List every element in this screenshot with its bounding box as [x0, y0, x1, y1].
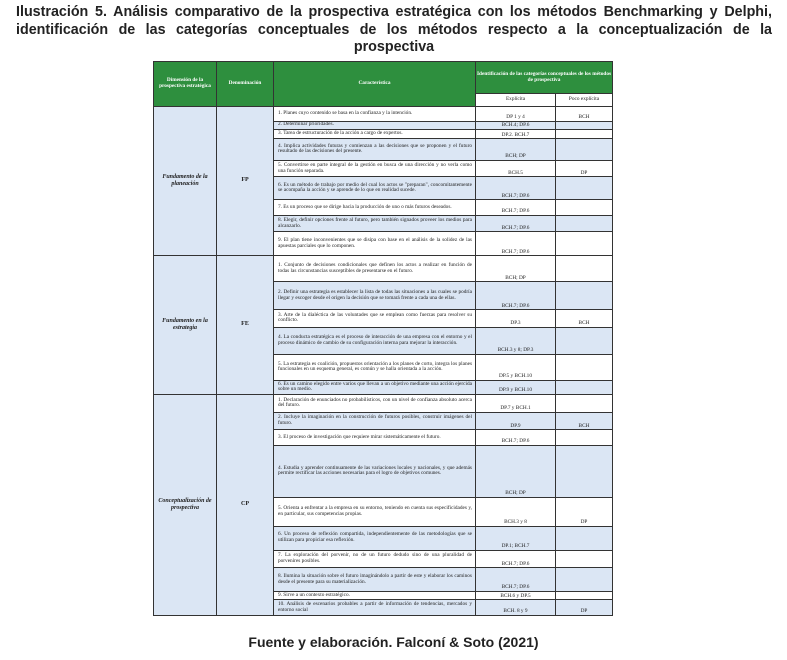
- explicit-cell: DP 1 y 4: [476, 107, 556, 122]
- characteristic-cell: 3. Arte de la dialéctica de las voluntades que se emplean como fuerzas para resolver su conflicto.: [274, 310, 476, 328]
- characteristic-cell: 6. Un proceso de reflexión compartida, independientemente de las metodologías que se utilizan para propiciar esa reflexión.: [274, 526, 476, 550]
- little-explicit-cell: DP: [556, 600, 613, 616]
- explicit-cell: BCH.3 y 8; DP.3: [476, 327, 556, 354]
- explicit-cell: DP.7 y BCH.1: [476, 395, 556, 413]
- little-explicit-cell: [556, 395, 613, 413]
- little-explicit-cell: DP: [556, 497, 613, 526]
- explicit-cell: BCH. 8 y 9: [476, 600, 556, 616]
- explicit-cell: BCH.7; DP.6: [476, 177, 556, 200]
- explicit-cell: DP.2. BCH.7: [476, 129, 556, 138]
- explicit-cell: BCH; DP: [476, 256, 556, 282]
- characteristic-cell: 2. Determinar prioridades.: [274, 121, 476, 129]
- header-explicit: Explícita: [476, 94, 556, 107]
- figure-caption: Ilustración 5. Análisis comparativo de la prospectiva estratégica con los métodos Benchmarking y Delphi, identificación de las categorías conceptuales de los métodos respecto a la conceptualización de la prospectiva: [16, 4, 772, 55]
- characteristic-cell: 5. Convertirse en parte integral de la gestión en busca de una dirección y no verla como una función separada.: [274, 160, 476, 177]
- little-explicit-cell: BCH: [556, 107, 613, 122]
- characteristic-cell: 9. Sirve a un contexto estratégico.: [274, 591, 476, 599]
- characteristic-cell: 6. Es un camino elegido entre varios que llevan a un objetivo mediante una acción ejercida sobre un medio.: [274, 380, 476, 395]
- characteristic-cell: 1. Conjunto de decisiones condicionales que definen los actos a realizar en función de todas las circunstancias susceptibles de presentarse en el futuro.: [274, 256, 476, 282]
- little-explicit-cell: [556, 591, 613, 599]
- explicit-cell: BCH; DP: [476, 445, 556, 497]
- header-characteristic: Característica: [274, 62, 476, 107]
- characteristic-cell: 7. La exploración del porvenir, no de un futuro dedudo sino de una pluralidad de porvenires posibles.: [274, 550, 476, 568]
- characteristic-cell: 8. Elegir, definir opciones frente al futuro, pero también signados proveer los medios para alcanzarlo.: [274, 215, 476, 232]
- characteristic-cell: 7. Es un proceso que se dirige hacia la producción de uno o más futuros deseados.: [274, 200, 476, 216]
- explicit-cell: BCH.7; DP.6: [476, 215, 556, 232]
- explicit-cell: BCH.7; DP.6: [476, 430, 556, 446]
- little-explicit-cell: BCH: [556, 412, 613, 430]
- little-explicit-cell: [556, 139, 613, 161]
- characteristic-cell: 1. Declaración de enunciados no probabilísticos, con un nivel de confianza absoluto acerca del futuro.: [274, 395, 476, 413]
- header-denomination: Denominación: [217, 62, 274, 107]
- little-explicit-cell: [556, 526, 613, 550]
- little-explicit-cell: [556, 121, 613, 129]
- little-explicit-cell: [556, 568, 613, 592]
- explicit-cell: BCH; DP: [476, 139, 556, 161]
- explicit-cell: BCH.3 y 8: [476, 497, 556, 526]
- characteristic-cell: 4. La conducta estratégica es el proceso de interacción de una empresa con el entorno y el proceso dinámico de cambio de su configuración interna para mejorar la interacción.: [274, 327, 476, 354]
- characteristic-cell: 3. El proceso de investigación que requiere mirar sistemáticamente el futuro.: [274, 430, 476, 446]
- explicit-cell: BCH.7; DP.6: [476, 200, 556, 216]
- explicit-cell: BCH.7; DP.6: [476, 232, 556, 256]
- explicit-cell: BCH.6 y DP.5: [476, 591, 556, 599]
- dimension-cell: Fundamento de la planeación: [154, 107, 217, 256]
- header-dimension: Dimensión de la prospectiva estratégica: [154, 62, 217, 107]
- little-explicit-cell: [556, 215, 613, 232]
- characteristic-cell: 5. La estrategia es coalición, propuestos orientación a los planes de corto, integra los planes funcionales en un esquema general, es común y se halla orientada a la acción.: [274, 354, 476, 380]
- little-explicit-cell: [556, 550, 613, 568]
- dimension-cell: Fundamento en la estrategia: [154, 256, 217, 395]
- explicit-cell: DP.9: [476, 412, 556, 430]
- characteristic-cell: 4. Estudia y aprender continuamente de las variaciones locales y nacionales, y que además permite rectificar las acciones necesarias para el logro de objetivos comunes.: [274, 445, 476, 497]
- characteristic-cell: 2. Definir una estrategia es establecer la lista de todas las situaciones a las cuales se podría llegar y escoger desde el origen la decisión que se tomará frente a cada una de ellas.: [274, 282, 476, 310]
- little-explicit-cell: [556, 445, 613, 497]
- characteristic-cell: 4. Implica actividades futuras y comienzan a las decisiones que se proponen y el futuro resultado de las decisiones del presente.: [274, 139, 476, 161]
- header-identification: Identificación de las categorías conceptuales de los métodos de prospectiva: [476, 62, 613, 94]
- little-explicit-cell: [556, 282, 613, 310]
- characteristic-cell: 8. Ilumina la situación sobre el futuro imaginándolo a partir de este y elaborar los caminos desde el presente para su materialización.: [274, 568, 476, 592]
- explicit-cell: DP.9 y BCH.10: [476, 380, 556, 395]
- denomination-cell: CP: [217, 395, 274, 616]
- characteristic-cell: 6. Es un método de trabajo por medio del cual los actos se "preparan", concomitantemente se acompaña la acción y se aprende de lo que en realidad sucede.: [274, 177, 476, 200]
- characteristic-cell: 3. Tarea de estructuración de la acción a cargo de expertos.: [274, 129, 476, 138]
- little-explicit-cell: [556, 380, 613, 395]
- comparison-table: [153, 61, 613, 616]
- table-row: [154, 256, 613, 282]
- little-explicit-cell: [556, 177, 613, 200]
- characteristic-cell: 2. Incluye la imaginación en la construcción de futuros posibles, construir imágenes del futuro.: [274, 412, 476, 430]
- table-row: [154, 107, 613, 122]
- explicit-cell: DP.1; BCH.7: [476, 526, 556, 550]
- little-explicit-cell: [556, 354, 613, 380]
- little-explicit-cell: [556, 327, 613, 354]
- little-explicit-cell: [556, 256, 613, 282]
- little-explicit-cell: [556, 430, 613, 446]
- denomination-cell: FP: [217, 107, 274, 256]
- explicit-cell: BCH.5: [476, 160, 556, 177]
- explicit-cell: BCH.7; DP.6: [476, 568, 556, 592]
- dimension-cell: Conceptualización de prospectiva: [154, 395, 217, 616]
- explicit-cell: BCH.4; DP.6: [476, 121, 556, 129]
- characteristic-cell: 10. Análisis de escenarios probables a partir de información de tendencias, mercados y entorno social: [274, 600, 476, 616]
- source-note: Fuente y elaboración. Falconí & Soto (2021): [248, 634, 539, 650]
- characteristic-cell: 9. El plan tiene inconvenientes que se disipa con base en el análisis de la solidez de las apuestas parciales que lo componen.: [274, 232, 476, 256]
- characteristic-cell: 1. Planes cuyo contenido se basa en la confianza y la intención.: [274, 107, 476, 122]
- little-explicit-cell: [556, 200, 613, 216]
- little-explicit-cell: [556, 232, 613, 256]
- explicit-cell: BCH.7; DP.6: [476, 282, 556, 310]
- explicit-cell: BCH.7; DP.6: [476, 550, 556, 568]
- little-explicit-cell: [556, 129, 613, 138]
- explicit-cell: DP.5 y BCH.10: [476, 354, 556, 380]
- header-little-explicit: Poco explícita: [556, 94, 613, 107]
- little-explicit-cell: BCH: [556, 310, 613, 328]
- characteristic-cell: 5. Orienta a enfrentar a la empresa en su entorno, teniendo en cuenta sus especificidades y, en particular, sus competencias propias.: [274, 497, 476, 526]
- explicit-cell: DP.3: [476, 310, 556, 328]
- table-row: [154, 395, 613, 413]
- little-explicit-cell: DP: [556, 160, 613, 177]
- denomination-cell: FE: [217, 256, 274, 395]
- table-body: [154, 107, 613, 616]
